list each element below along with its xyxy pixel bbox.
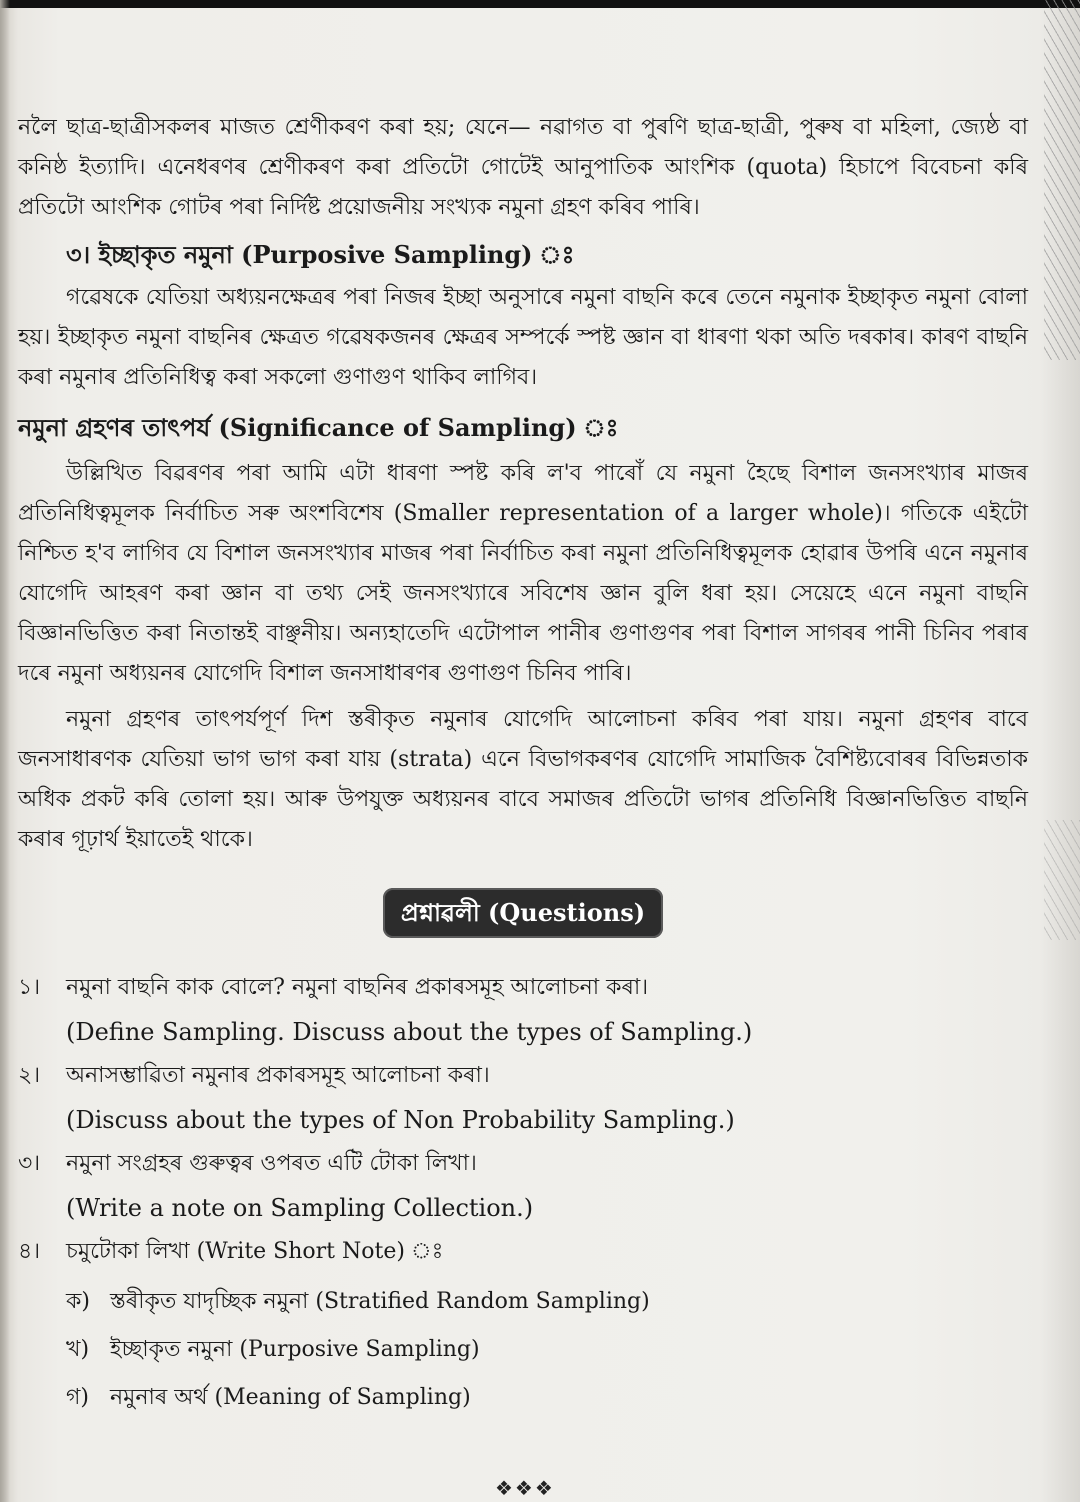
paragraph-quota: নলৈ ছাত্র-ছাত্রীসকলৰ মাজত শ্ৰেণীকৰণ কৰা হয়; যেনে— নৱাগত বা পুৰণি ছাত্র-ছাত্রী, পুৰুষ বা মহিলা, জ্যেষ্ঠ বা কনিষ্ঠ ইত্যাদি। এনেধৰণৰ শ্ৰেণীকৰণ কৰা প্ৰতিটো গোটেই আনুপাতিক আংশিক (quota) হিচাপে বিবেচনা কৰি প্ৰতিটো আংশিক গোটৰ পৰা নিৰ্দিষ্ট প্ৰয়োজনীয় সংখ্যক নমুনা গ্ৰহণ কৰিব পাৰি। [18, 115, 1028, 220]
question-item [18, 1054, 1028, 1142]
book-gutter [0, 0, 10, 1502]
questions-banner: প্ৰশ্নাৱলী (Questions) [383, 888, 663, 938]
short-note-text: স্তৰীকৃত যাদৃচ্ছিক নমুনা (Stratified Random Sampling) [110, 1289, 650, 1314]
page-edge-hatch [1044, 0, 1080, 360]
question-number: ১। [18, 975, 41, 1000]
short-note-text: নমুনাৰ অৰ্থ (Meaning of Sampling) [110, 1385, 471, 1410]
question-assamese: অনাসম্ভাৱিতা নমুনাৰ প্ৰকাৰসমূহ আলোচনা কৰা। [66, 1063, 490, 1088]
heading-significance: নমুনা গ্ৰহণৰ তাৎপৰ্য (Significance of Sampling) ঃ [18, 413, 619, 442]
question-item [18, 1230, 1028, 1422]
question-english: (Discuss about the types of Non Probability Sampling.) [66, 1106, 735, 1134]
question-item [18, 1142, 1028, 1230]
short-note-marker: ক) [66, 1289, 90, 1314]
short-note-text: ইচ্ছাকৃত নমুনা (Purposive Sampling) [110, 1337, 480, 1362]
question-item [18, 966, 1028, 1054]
page-content [18, 108, 1028, 1422]
question-assamese: নমুনা বাছনি কাক বোলে? নমুনা বাছনিৰ প্ৰকাৰসমূহ আলোচনা কৰা। [66, 975, 649, 1000]
short-note-item [66, 1278, 1028, 1326]
question-number: ২। [18, 1063, 41, 1088]
short-note-marker: গ) [66, 1385, 90, 1410]
question-assamese: চমুটোকা লিখা (Write Short Note) ঃ [66, 1239, 444, 1264]
questions-list [18, 966, 1028, 1422]
short-note-item [66, 1326, 1028, 1374]
question-body [66, 966, 1028, 1054]
question-number: ৩। [18, 1151, 41, 1176]
subheading-purposive-sampling: ৩। ইচ্ছাকৃত নমুনা (Purposive Sampling) ঃ [66, 240, 575, 269]
question-body [66, 1230, 1028, 1422]
short-note-list [66, 1278, 1028, 1422]
question-assamese: নমুনা সংগ্ৰহৰ গুৰুত্বৰ ওপৰত এটি টোকা লিখা। [66, 1151, 477, 1176]
page-edge-hatch-lower [1044, 820, 1080, 940]
short-note-marker: খ) [66, 1337, 90, 1362]
question-english: (Write a note on Sampling Collection.) [66, 1194, 534, 1222]
top-shadow [0, 0, 1080, 8]
question-english: (Define Sampling. Discuss about the types of Sampling.) [66, 1018, 753, 1046]
question-body [66, 1054, 1028, 1142]
end-ornament: ❖❖❖ [495, 1476, 555, 1500]
question-body [66, 1142, 1028, 1230]
paragraph-significance-1: উল্লিখিত বিৱৰণৰ পৰা আমি এটা ধাৰণা স্পষ্ট কৰি ল'ব পাৰোঁ যে নমুনা হৈছে বিশাল জনসংখ্যাৰ মাজৰ প্ৰতিনিধিত্বমূলক নিৰ্বাচিত সৰু অংশবিশেষ (Smaller representation of a larger whole)। গতিকে এইটো নিশ্চিত হ'ব লাগিব যে বিশাল জনসংখ্যাৰ মাজৰ পৰা নিৰ্বাচিত কৰা নমুনা প্ৰতিনিধিত্বমূলক হোৱাৰ উপৰি এনে নমুনাৰ যোগেদি আহৰণ কৰা জ্ঞান বা তথ্য সেই জনসংখ্যাৰে সবিশেষ জ্ঞান বুলি ধৰা হয়। সেয়েহে এনে নমুনা বাছনি বিজ্ঞানভিত্তিত কৰা নিতান্তই বাঞ্ছনীয়। অন্যহাতেদি এটোপাল পানীৰ গুণাগুণৰ পৰা বিশাল সাগৰৰ পানী চিনিব পৰাৰ দৰে নমুনা অধ্যয়নৰ যোগেদি বিশাল জনসাধাৰণৰ গুণাগুণ চিনিব পাৰি। [18, 461, 1028, 686]
question-number: ৪। [18, 1239, 41, 1264]
short-note-item [66, 1374, 1028, 1422]
paragraph-purposive: গৱেষকে যেতিয়া অধ্যয়নক্ষেত্ৰৰ পৰা নিজৰ ইচ্ছা অনুসাৰে নমুনা বাছনি কৰে তেনে নমুনাক ইচ্ছাকৃত নমুনা বোলা হয়। ইচ্ছাকৃত নমুনা বাছনিৰ ক্ষেত্ৰত গৱেষকজনৰ ক্ষেত্ৰৰ সম্পৰ্কে স্পষ্ট জ্ঞান বা ধাৰণা থকা অতি দৰকাৰ। কাৰণ বাছনি কৰা নমুনাৰ প্ৰতিনিধিত্ব কৰা সকলো গুণাগুণ থাকিব লাগিব। [18, 285, 1028, 390]
paragraph-significance-2: নমুনা গ্ৰহণৰ তাৎপৰ্যপূৰ্ণ দিশ স্তৰীকৃত নমুনাৰ যোগেদি আলোচনা কৰিব পৰা যায়। নমুনা গ্ৰহণৰ বাবে জনসাধাৰণক যেতিয়া ভাগ ভাগ কৰা যায় (strata) এনে বিভাগকৰণৰ যোগেদি সামাজিক বৈশিষ্ট্যবোৰৰ বিভিন্নতাক অধিক প্ৰকট কৰি তোলা হয়। আৰু উপযুক্ত অধ্যয়নৰ বাবে সমাজৰ প্ৰতিটো ভাগৰ প্ৰতিনিধি বিজ্ঞানভিত্তিত বাছনি কৰাৰ গূঢ়াৰ্থ ইয়াতেই থাকে। [18, 707, 1028, 852]
